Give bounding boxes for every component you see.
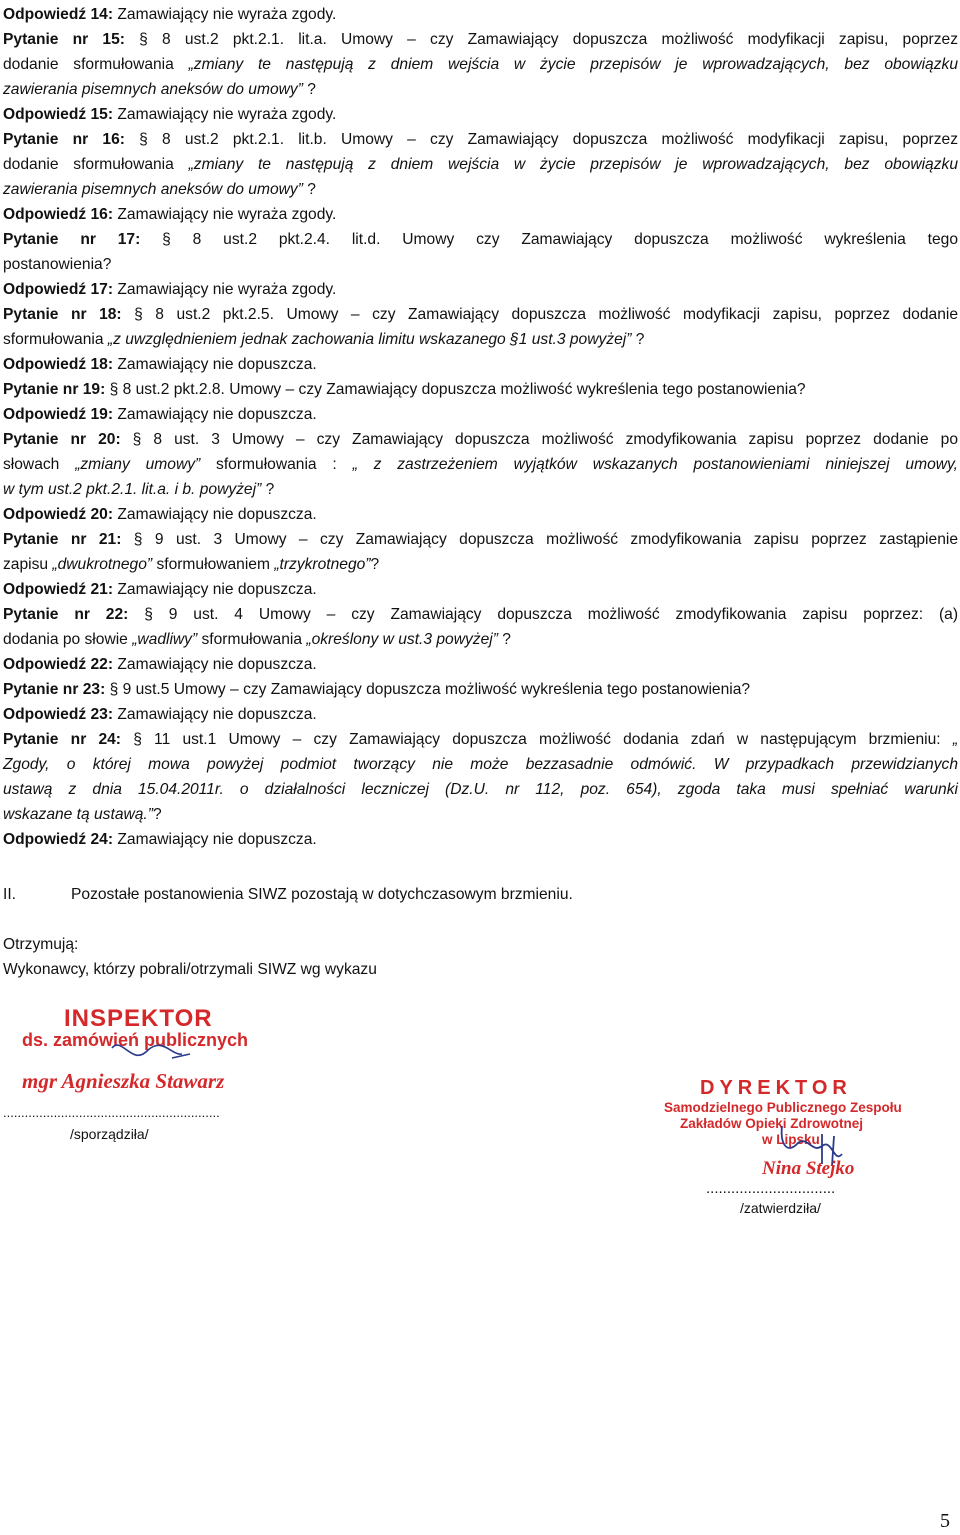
question-heading: Odpowiedź 17: bbox=[3, 281, 114, 298]
text-segment: ? bbox=[370, 556, 380, 573]
text-segment: § 8 ust.2 pkt.2.8. Umowy – czy Zamawiający dopuszcza możliwość wykreślenia tego postanowienia? bbox=[105, 381, 806, 398]
text-segment: Zamawiający nie dopuszcza. bbox=[113, 656, 317, 673]
text-line bbox=[3, 252, 958, 277]
text-line bbox=[3, 827, 958, 852]
text-line bbox=[3, 227, 958, 252]
text-line bbox=[3, 27, 958, 52]
question-heading: Pytanie nr 19: bbox=[3, 381, 106, 398]
text-segment: sformułowania bbox=[197, 631, 307, 648]
text-segment: dodanie sformułowania bbox=[3, 156, 189, 173]
caption-prepared: /sporządziła/ bbox=[70, 1126, 149, 1142]
text-segment: „zmiany umowy” bbox=[75, 456, 201, 473]
text-segment: Zamawiający nie dopuszcza. bbox=[113, 506, 317, 523]
question-heading: Pytanie nr 18: bbox=[3, 306, 122, 323]
stamp-name: mgr Agnieszka Stawarz bbox=[22, 1069, 225, 1093]
text-line bbox=[3, 52, 958, 77]
text-segment: „wadliwy” bbox=[132, 631, 198, 648]
text-segment: w tym ust.2 pkt.2.1. lit.a. i b. powyżej” bbox=[3, 481, 262, 498]
text-line bbox=[3, 377, 958, 402]
text-segment: „zmiany te następują z dniem wejścia w życie przepisów je wprowadzających, bez obowiązku bbox=[188, 156, 958, 173]
text-segment: Zamawiający nie wyraża zgody. bbox=[113, 281, 337, 298]
text-line bbox=[3, 727, 958, 752]
question-heading: Pytanie nr 15: bbox=[3, 31, 125, 48]
stamp-title: INSPEKTOR bbox=[64, 1005, 213, 1032]
text-segment: „ z zastrzeżeniem wyjątków wskazanych postanowieniami niniejszej umowy, bbox=[352, 456, 958, 473]
stamp-line4: w Lipsku bbox=[762, 1132, 820, 1147]
text-segment: sformułowania : bbox=[200, 456, 353, 473]
signature-line-left: ............................................................ bbox=[3, 1105, 220, 1120]
text-line bbox=[3, 502, 958, 527]
text-segment: „trzykrotnego” bbox=[274, 556, 371, 573]
text-segment: dodania po słowie bbox=[3, 631, 133, 648]
inspector-stamp bbox=[22, 996, 282, 1106]
text-line bbox=[3, 277, 958, 302]
recipients-label: Otrzymują: bbox=[3, 936, 79, 953]
question-heading: Odpowiedź 18: bbox=[3, 356, 114, 373]
stamp-line2: Samodzielnego Publicznego Zespołu bbox=[664, 1100, 902, 1115]
text-segment: zawierania pisemnych aneksów do umowy” bbox=[3, 81, 303, 98]
text-line bbox=[3, 302, 958, 327]
text-segment: § 8 ust. 3 Umowy – czy Zamawiający dopuszcza możliwość zmodyfikowania zapisu poprzez dodanie po bbox=[120, 431, 958, 448]
question-heading: Pytanie nr 24: bbox=[3, 731, 121, 748]
text-line bbox=[3, 102, 958, 127]
text-line bbox=[3, 352, 958, 377]
text-line bbox=[3, 427, 958, 452]
text-segment: § 8 ust.2 pkt.2.1. lit.a. Umowy – czy Zamawiający dopuszcza możliwość modyfikacji zapisu, poprzez bbox=[124, 31, 959, 48]
text-segment: § 11 ust.1 Umowy – czy Zamawiający dopuszcza możliwość dodania zdań w następującym brzmieniu: bbox=[121, 731, 953, 748]
text-segment: ? bbox=[631, 331, 645, 348]
text-segment: wskazane tą ustawą.” bbox=[3, 806, 153, 823]
text-line bbox=[3, 327, 958, 352]
text-line bbox=[3, 477, 958, 502]
text-segment: Zamawiający nie dopuszcza. bbox=[113, 356, 317, 373]
stamp-name: Nina Stejko bbox=[762, 1158, 855, 1179]
text-line bbox=[3, 152, 958, 177]
text-line bbox=[3, 652, 958, 677]
question-heading: Pytanie nr 23: bbox=[3, 681, 106, 698]
question-heading: Pytanie nr 16: bbox=[3, 131, 125, 148]
text-line bbox=[3, 577, 958, 602]
text-segment: § 9 ust. 4 Umowy – czy Zamawiający dopuszcza możliwość zmodyfikowania zapisu poprzez: (a) bbox=[128, 606, 959, 623]
text-line bbox=[3, 802, 958, 827]
text-segment: § 9 ust. 3 Umowy – czy Zamawiający dopuszcza możliwość zmodyfikowania zapisu poprzez zastąpienie bbox=[121, 531, 959, 548]
text-segment: zapisu bbox=[3, 556, 53, 573]
text-segment: sformułowania bbox=[3, 331, 108, 348]
question-heading: Odpowiedź 24: bbox=[3, 831, 114, 848]
text-line bbox=[3, 752, 958, 777]
stamp-title: DYREKTOR bbox=[700, 1077, 852, 1099]
director-stamp bbox=[662, 1074, 902, 1184]
text-segment: ustawą z dnia 15.04.2011r. o działalności leczniczej (Dz.U. nr 112, poz. 654), zgoda taka musi spełniać warunki bbox=[3, 781, 958, 798]
text-segment: „określony w ust.3 powyżej” bbox=[306, 631, 498, 648]
text-line bbox=[3, 2, 958, 27]
question-heading: Pytanie nr 21: bbox=[3, 531, 122, 548]
question-heading: Pytanie nr 22: bbox=[3, 606, 129, 623]
text-segment: „z uwzględnieniem jednak zachowania limitu wskazanego §1 ust.3 powyżej” bbox=[107, 331, 632, 348]
text-segment: Zamawiający nie wyraża zgody. bbox=[113, 6, 337, 23]
question-heading: Odpowiedź 16: bbox=[3, 206, 114, 223]
question-heading: Odpowiedź 14: bbox=[3, 6, 114, 23]
text-line bbox=[3, 402, 958, 427]
text-segment: ? bbox=[302, 81, 316, 98]
question-heading: Odpowiedź 20: bbox=[3, 506, 114, 523]
text-line bbox=[3, 677, 958, 702]
text-line bbox=[3, 602, 958, 627]
question-heading: Odpowiedź 21: bbox=[3, 581, 114, 598]
text-segment: ? bbox=[302, 181, 316, 198]
text-segment: „dwukrotnego” bbox=[52, 556, 153, 573]
signature-line-right: ............................... bbox=[706, 1180, 836, 1197]
question-heading: Odpowiedź 22: bbox=[3, 656, 114, 673]
page-number: 5 bbox=[940, 1510, 950, 1532]
question-heading: Pytanie nr 17: bbox=[3, 231, 141, 248]
question-heading: Odpowiedź 23: bbox=[3, 706, 114, 723]
text-segment: „ bbox=[952, 731, 959, 748]
text-segment: „zmiany te następują z dniem wejścia w życie przepisów je wprowadzających, bez obowiązku bbox=[188, 56, 958, 73]
text-segment: postanowienia? bbox=[3, 256, 112, 273]
text-segment: Zgody, o której mowa powyżej podmiot tworzący nie może bezzasadnie odmówić. W przypadkach przewidzianych bbox=[3, 756, 958, 773]
recipients bbox=[3, 932, 377, 982]
text-segment: § 8 ust.2 pkt.2.4. lit.d. Umowy czy Zamawiający dopuszcza możliwość wykreślenia tego bbox=[140, 231, 958, 248]
question-heading: Pytanie nr 20: bbox=[3, 431, 121, 448]
section-number: II. bbox=[3, 886, 16, 903]
caption-approved: /zatwierdziła/ bbox=[740, 1200, 821, 1216]
section-text: Pozostałe postanowienia SIWZ pozostają w dotychczasowym brzmieniu. bbox=[71, 886, 573, 903]
text-segment: słowach bbox=[3, 456, 76, 473]
text-segment: zawierania pisemnych aneksów do umowy” bbox=[3, 181, 303, 198]
question-heading: Odpowiedź 19: bbox=[3, 406, 114, 423]
stamp-line3: Zakładów Opieki Zdrowotnej bbox=[680, 1116, 864, 1131]
text-segment: dodanie sformułowania bbox=[3, 56, 189, 73]
text-segment: § 8 ust.2 pkt.2.5. Umowy – czy Zamawiający dopuszcza możliwość modyfikacji zapisu, poprzez dodanie bbox=[121, 306, 959, 323]
section-ii bbox=[3, 882, 573, 907]
text-line bbox=[3, 777, 958, 802]
text-line bbox=[3, 527, 958, 552]
text-line bbox=[3, 202, 958, 227]
text-segment: ? bbox=[261, 481, 275, 498]
text-segment: ? bbox=[152, 806, 162, 823]
text-line bbox=[3, 552, 958, 577]
text-segment: Zamawiający nie dopuszcza. bbox=[113, 706, 317, 723]
question-heading: Odpowiedź 15: bbox=[3, 106, 114, 123]
recipients-line: Wykonawcy, którzy pobrali/otrzymali SIWZ wg wykazu bbox=[3, 961, 377, 978]
text-line bbox=[3, 627, 958, 652]
document-body bbox=[3, 2, 958, 852]
stamp-subtitle: ds. zamówień publicznych bbox=[22, 1030, 249, 1050]
text-segment: § 8 ust.2 pkt.2.1. lit.b. Umowy – czy Zamawiający dopuszcza możliwość modyfikacji zapisu, poprzez bbox=[124, 131, 959, 148]
text-segment: sformułowaniem bbox=[152, 556, 275, 573]
text-line bbox=[3, 452, 958, 477]
text-segment: Zamawiający nie wyraża zgody. bbox=[113, 106, 337, 123]
text-segment: Zamawiający nie dopuszcza. bbox=[113, 581, 317, 598]
text-line bbox=[3, 177, 958, 202]
text-segment: Zamawiający nie wyraża zgody. bbox=[113, 206, 337, 223]
text-segment: § 9 ust.5 Umowy – czy Zamawiający dopuszcza możliwość wykreślenia tego postanowienia? bbox=[105, 681, 751, 698]
text-line bbox=[3, 127, 958, 152]
text-segment: Zamawiający nie dopuszcza. bbox=[113, 831, 317, 848]
text-segment: Zamawiający nie dopuszcza. bbox=[113, 406, 317, 423]
text-line bbox=[3, 702, 958, 727]
text-segment: ? bbox=[497, 631, 511, 648]
text-line bbox=[3, 77, 958, 102]
